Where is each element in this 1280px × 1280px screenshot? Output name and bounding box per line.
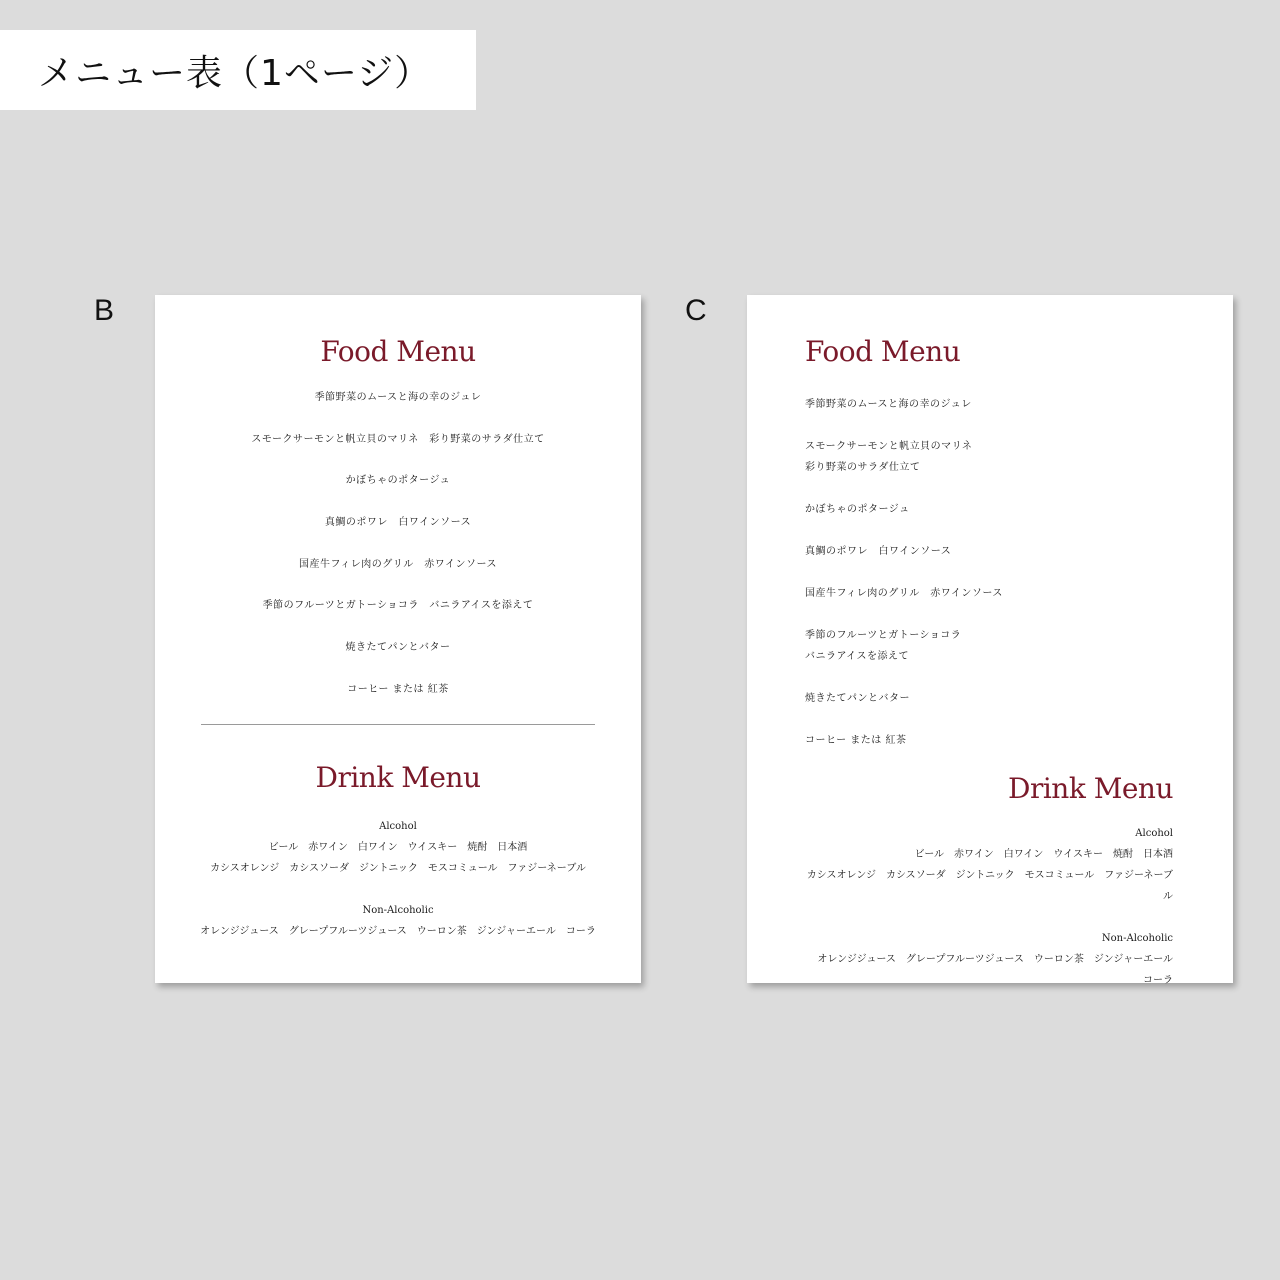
food-item: スモークサーモンと帆立貝のマリネ 彩り野菜のサラダ仕立て bbox=[805, 441, 973, 473]
food-item: 焼きたてパンとバター bbox=[805, 693, 910, 704]
drink-section bbox=[155, 816, 641, 942]
food-item: かぼちゃのポタージュ bbox=[805, 504, 910, 515]
drink-menu-title: Drink Menu bbox=[1008, 772, 1173, 805]
nonalcohol-line: オレンジジュース グレープフルーツジュース ウーロン茶 ジンジャーエール コーラ bbox=[200, 925, 596, 937]
food-list bbox=[155, 388, 641, 722]
page-header bbox=[0, 30, 476, 110]
menu-card-c bbox=[747, 295, 1233, 986]
food-item: コーヒー または 紅茶 bbox=[347, 683, 449, 695]
food-item: 国産牛フィレ肉のグリル 赤ワインソース bbox=[299, 558, 497, 570]
nonalcohol-heading: Non-Alcoholic bbox=[362, 904, 434, 916]
food-item: 季節のフルーツとガトーショコラ バニラアイスを添えて bbox=[262, 600, 534, 612]
alcohol-heading: Alcohol bbox=[1135, 828, 1173, 839]
alcohol-line: ビール 赤ワイン 白ワイン ウイスキー 焼酎 日本酒 bbox=[914, 849, 1173, 860]
section-divider bbox=[201, 724, 595, 725]
food-item: 焼きたてパンとバター bbox=[345, 642, 451, 654]
drink-menu-title: Drink Menu bbox=[315, 760, 481, 794]
food-item: 真鯛のポワレ 白ワインソース bbox=[324, 517, 472, 529]
nonalcohol-line: オレンジジュース グレープフルーツジュース ウーロン茶 ジンジャーエール コーラ bbox=[817, 954, 1183, 986]
drink-section bbox=[805, 823, 1183, 991]
nonalcohol-heading: Non-Alcoholic bbox=[1101, 933, 1173, 944]
food-item: コーヒー または 紅茶 bbox=[805, 735, 907, 746]
menu-card-b bbox=[155, 295, 641, 983]
food-item: スモークサーモンと帆立貝のマリネ 彩り野菜のサラダ仕立て bbox=[251, 433, 545, 445]
food-item: 真鯛のポワレ 白ワインソース bbox=[805, 546, 952, 557]
food-menu-title: Food Menu bbox=[320, 335, 476, 368]
alcohol-line: ビール 赤ワイン 白ワイン ウイスキー 焼酎 日本酒 bbox=[268, 841, 528, 853]
variant-label-c: C bbox=[685, 294, 707, 327]
food-item: 季節野菜のムースと海の幸のジュレ bbox=[805, 399, 972, 410]
alcohol-line: カシスオレンジ カシスソーダ ジントニック モスコミュール ファジーネーブル bbox=[806, 870, 1173, 902]
food-list bbox=[805, 394, 1173, 751]
variant-label-b: B bbox=[94, 294, 115, 327]
alcohol-heading: Alcohol bbox=[379, 820, 417, 832]
food-item: 季節野菜のムースと海の幸のジュレ bbox=[314, 392, 482, 403]
food-item: 国産牛フィレ肉のグリル 赤ワインソース bbox=[805, 588, 1003, 599]
food-item: 季節のフルーツとガトーショコラ バニラアイスを添えて bbox=[805, 630, 962, 662]
food-menu-title: Food Menu bbox=[805, 335, 961, 368]
header-title: メニュー表（1ページ） bbox=[38, 52, 432, 94]
food-item: かぼちゃのポタージュ bbox=[345, 475, 451, 487]
alcohol-line: カシスオレンジ カシスソーダ ジントニック モスコミュール ファジーネーブル bbox=[210, 862, 586, 874]
